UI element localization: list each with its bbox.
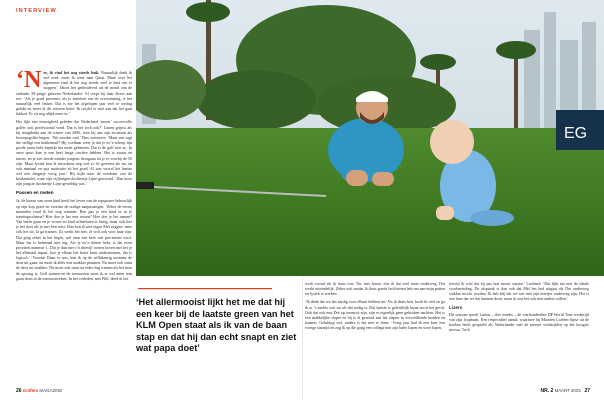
right-article-column xyxy=(449,281,589,381)
tournament-sign xyxy=(556,110,604,150)
middle-article-column xyxy=(305,281,445,381)
issue-number: NR. 2 xyxy=(540,388,554,394)
paragraph-1: Natuurlijk denk ik wel eens: moet ik weer naar Qatar. Maar over het algemeen vind ik het nog steeds veel te leuk om te stoppen’. Idioot het gedecideerd uit de mond van de ondanks 59-jarige geboren Nederlander. Al roept hij daar direct aan toe: ‘Als je goed presteert, als je meedoet om de overwinning, is het natuurlijk veel leuker. Dat is me het afgelopen jaar veel te weinig gelukt en moet ik dit seizoen beter. Ik twijfel er niet aan dat het gaat lukken. Er zit nog altijd meer in.’ xyxy=(16,70,132,117)
paragraph-2: Het lijkt een eeuwigheid geleden dat Nederland ‘moest’ succesvolle golfer ooit professional werd. Dat is het toch ook?’ Luiten grijnst als hij terugdenkt aan de winter van 2006, toen hij aan zijn avontuur als beroepsgolfer begon. ‘We worden oud.’ Dan, serieuzer: ‘Maar wat sagt die stelligt een hobbemail? Hij voelbaar weer je dat je zo’n scherp lijn goede jaren hebt beperkt het moet gebeuren. Dat is de golf niet zo. In onze sport kun je een heel lange carrière hebben. Het is zwaar en intens, en je ziet steeds minder jongens doorgaan tot je er voorbij de 50 zijn. Maar fysiek ben ik misschien nog wel zo fit geweest als nu, en ook mentaal en qua motivatie zit het goed. Al was vooral het laatste wel een dingetje vorig jaar.’ Hij kijkt naar de overkant van de keukentafel, waar zijn vijfjarigen dochtertje Lijne gewoond. ‘Dan koos zijn jongste dochtertje Lijne geweldig was.’ xyxy=(16,119,132,187)
issue-date: MAART 2025 xyxy=(554,388,581,393)
paragraph-7: Dit seizoen speelt Luiten – drie rondes – de vierhonderdste DP World Tour-wedstrijd van zijn loopbaan. Een respectabel aantal, waarmee hij Maarten Lafeber bijna uit de boeken heeft gespeeld als Nederlander met de meeste wedstrijden op het hoogste niveau. Toch xyxy=(449,311,589,333)
sign-text: EG xyxy=(564,125,588,142)
paragraph-4: werk vooral als ik thuis was. Nu, met Jassie, doe ik dat veel meer onderweg. Dat werkt uiteindelijk. Zeker ook omdat ik thuis goede faciliteiten heb om aan mijn putten en fysiek te werken. xyxy=(305,281,445,297)
pull-quote: ‘Het allermooist lijkt het me dat hij een keer bij de laatste green van het KLM Open staat als ik van de baan stap en dat hij dan echt snapt en ziet wat papa doet’ xyxy=(136,297,297,354)
lead-text: ee, ik vind het nog steeds leuk. xyxy=(43,70,100,75)
paragraph-5: ‘Ik denk dat we het aardig voor elkaar hebben nu. Als ik thuis ben, kook ik veel en ga ik er ’s nachts ook uit als dat nodig is. Dat laatste is geleidelijk bijna nooit het geval. Ook dat ook met Dré op toernooi zijn, zijn er eigenlijk geen gebroken nachten. Het is een makkelijke slaper en hij is al gewend aan het slapen in verschillende bedden en kamers. Gelukkig wel, anders is het niet te doen. ‘Vorig jaar had ik een keer een vroege starttijd en zag ik op die gang een collega met zijn baby lopen en weer lopen, xyxy=(305,299,445,331)
club-head xyxy=(136,182,154,189)
left-page-number: 26 xyxy=(16,388,22,394)
footer-right xyxy=(541,388,590,394)
dropcap: ‘N xyxy=(16,70,42,93)
section-label: INTERVIEW xyxy=(16,8,57,14)
footer-left xyxy=(16,388,62,394)
opening-paragraph xyxy=(16,70,132,116)
left-article-column xyxy=(16,70,132,386)
right-page-number: 27 xyxy=(584,388,590,394)
quote-rule xyxy=(138,288,272,291)
feature-photo xyxy=(136,0,604,276)
paragraph-6: terwijl ik wist dat hij pas laat moest starten.’ Lachend: ‘Dat lijkt me niet de ideale voorbereiding. De afspraak is dan ook dat Mel het bed uitgaat als Dre onderweg wakker mocht worden. Ik heb blij dat we wat met zijn drietjes onderweg zijn. Het is een luxe dat we dat kunnen doen, maar ik zou het ook niet anders willen.’ xyxy=(449,281,589,302)
magazine-label: MAGAZINE xyxy=(39,388,63,393)
subheading: Passen en meten xyxy=(16,190,54,196)
magazine-brand: Golfers xyxy=(22,388,39,393)
box-subheading: Lizers xyxy=(449,304,463,310)
paragraph-3: Ja, de komst van zoon kind heeft het leven van de topsporter behoorlijk op zijn kop gezet en vereiste de nodige aanpassingen. ‘Zeker de eerste maanden vond ik het nog wennen. Hoe pas je een kind in in je trainingsschema? Hoe doe je het met reizen? Hoe doe je het samen? Van beide gaan en je vrouw en kind achterlaten is lastig, maar ook hoe je het doet als je met hen reist. Dan kon ik niet tegen Mel zeggen: neus ook het uit. Ja ga trainen. Zo werkt het niet. Je wilt ook voor haar zijn. Dat ging zeker in het begin, wel eens een keer wat pas-meten vorrt. Maar dat is helemaal niet erg. Als je zo’n kleine hebt, is dat even prioriteit nummer 1. Dat je dan mer t’n drievijf roeten boven met het je het allemaal inpast, hoe je elkaar het beste kunt ondersteunen, dat is logisch.’ ‘Voordat Daan er was, kon ik op de willekeurig moment de deur uit gaan, nu moet ik alles wat strakker plannen. Nu moet ook stunt de deur uit strakker. Nu moet ook stunt na ieder dag trainen als het hem de opvang is. Golf trainen en de toernooien moet ik er wel meer tein gaan doen in de toernooiweken. In het verleden, met Phil, deed ik het xyxy=(16,198,132,281)
